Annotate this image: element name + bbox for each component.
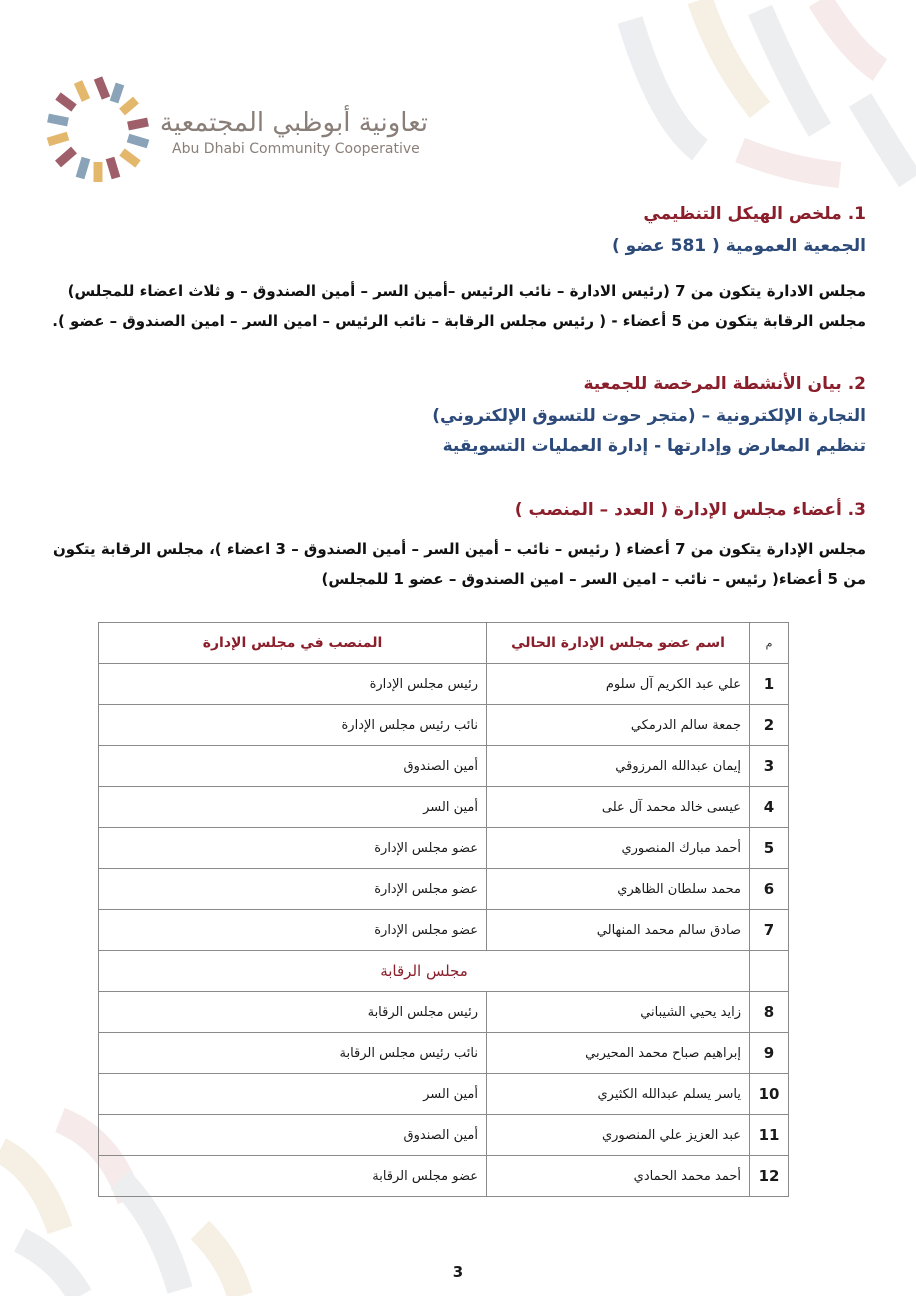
table-row [99, 1033, 789, 1074]
table-header-row [99, 623, 789, 664]
table-row [99, 705, 789, 746]
member-position: رئيس مجلس الرقابة [99, 992, 487, 1033]
table-row [99, 992, 789, 1033]
member-name: علي عبد الكريم آل سلوم [487, 664, 750, 705]
member-position: رئيس مجلس الإدارة [99, 664, 487, 705]
table-row [99, 910, 789, 951]
table-row [99, 869, 789, 910]
logo-arabic-text: تعاونية أبوظبي المجتمعية [159, 108, 428, 138]
supervisory-board-title: مجلس الرقابة [99, 951, 750, 992]
logo-english-text: Abu Dhabi Community Cooperative [172, 141, 420, 157]
section1-line1: مجلس الادارة يتكون من 7 (رئيس الادارة – نائب الرئيس –أمين السر – أمين الصندوق – و ثلاث اعضاء للمجلس) [67, 282, 866, 300]
table-row [99, 1115, 789, 1156]
member-name: جمعة سالم الدرمكي [487, 705, 750, 746]
section3-line2: من 5 أعضاء( رئيس – نائب – امين السر – امين الصندوق – عضو 1 للمجلس) [321, 570, 866, 588]
row-num: 7 [750, 910, 789, 951]
row-num: 10 [750, 1074, 789, 1115]
member-position: عضو مجلس الإدارة [99, 910, 487, 951]
row-num: 11 [750, 1115, 789, 1156]
table-row [99, 664, 789, 705]
member-position: أمين الصندوق [99, 1115, 487, 1156]
section3-heading: 3. أعضاء مجلس الإدارة ( العدد – المنصب ) [514, 500, 866, 520]
row-num: 8 [750, 992, 789, 1033]
member-name: عبد العزيز علي المنصوري [487, 1115, 750, 1156]
section1-line2: مجلس الرقابة يتكون من 5 أعضاء - ( رئيس مجلس الرقابة – نائب الرئيس – امين السر – امين الصندوق – عضو ). [52, 312, 866, 330]
table-row [99, 1156, 789, 1197]
member-name: أحمد مبارك المنصوري [487, 828, 750, 869]
empty-cell [750, 951, 789, 992]
section1-heading: 1. ملخص الهيكل التنظيمي [643, 204, 866, 224]
section1-subheading: الجمعية العمومية ( 581 عضو ) [611, 236, 866, 256]
member-name: ياسر يسلم عبدالله الكثيري [487, 1074, 750, 1115]
member-position: أمين السر [99, 787, 487, 828]
section2-heading: 2. بيان الأنشطة المرخصة للجمعية [583, 374, 866, 394]
board-members-table [98, 622, 789, 1197]
row-num: 6 [750, 869, 789, 910]
row-num: 4 [750, 787, 789, 828]
member-position: عضو مجلس الإدارة [99, 869, 487, 910]
page-number: 3 [452, 1263, 464, 1281]
table-row [99, 746, 789, 787]
member-name: زايد يحيي الشيباني [487, 992, 750, 1033]
row-num: 5 [750, 828, 789, 869]
member-name: عيسى خالد محمد آل على [487, 787, 750, 828]
member-position: أمين السر [99, 1074, 487, 1115]
row-num: 1 [750, 664, 789, 705]
row-num: 12 [750, 1156, 789, 1197]
row-num: 3 [750, 746, 789, 787]
row-num: 2 [750, 705, 789, 746]
section2-line2: تنظيم المعارض وإدارتها - إدارة العمليات التسويقية [442, 436, 866, 456]
supervisory-board-row [99, 951, 789, 992]
cooperative-logo [28, 70, 168, 190]
member-name: إبراهيم صباح محمد المحيربي [487, 1033, 750, 1074]
section2-line1: التجارة الإلكترونية – (متجر حوت للتسوق الإلكتروني) [432, 406, 866, 426]
member-name: إيمان عبدالله المرزوقي [487, 746, 750, 787]
table-row [99, 1074, 789, 1115]
section3-line1: مجلس الإدارة يتكون من 7 أعضاء ( رئيس – نائب – أمين السر – أمين الصندوق – 3 اعضاء )، مجلس الرقابة يتكون [53, 540, 866, 558]
member-name: محمد سلطان الظاهري [487, 869, 750, 910]
member-position: عضو مجلس الرقابة [99, 1156, 487, 1197]
member-name: أحمد محمد الحمادي [487, 1156, 750, 1197]
header-name: اسم عضو مجلس الإدارة الحالي [487, 623, 750, 664]
member-name: صادق سالم محمد المنهالي [487, 910, 750, 951]
member-position: نائب رئيس مجلس الإدارة [99, 705, 487, 746]
table-row [99, 828, 789, 869]
row-num: 9 [750, 1033, 789, 1074]
member-position: عضو مجلس الإدارة [99, 828, 487, 869]
member-position: أمين الصندوق [99, 746, 487, 787]
header-position: المنصب في مجلس الإدارة [99, 623, 487, 664]
member-position: نائب رئيس مجلس الرقابة [99, 1033, 487, 1074]
header-num: م [750, 623, 789, 664]
table-row [99, 787, 789, 828]
